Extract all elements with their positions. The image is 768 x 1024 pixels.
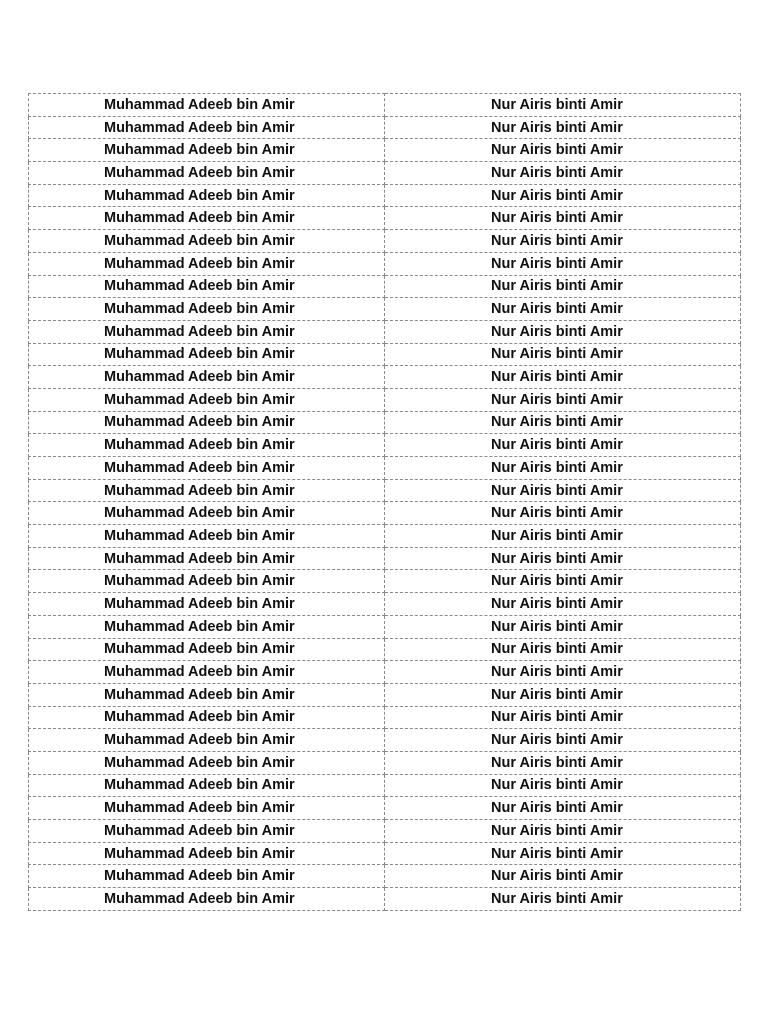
name-label-left: Muhammad Adeeb bin Amir	[29, 343, 385, 366]
name-label-right: Nur Airis binti Amir	[385, 230, 741, 253]
name-label-right: Nur Airis binti Amir	[385, 593, 741, 616]
name-label-right: Nur Airis binti Amir	[385, 751, 741, 774]
table-row	[29, 865, 741, 888]
name-label-left: Muhammad Adeeb bin Amir	[29, 366, 385, 389]
name-label-left: Muhammad Adeeb bin Amir	[29, 434, 385, 457]
table-row	[29, 411, 741, 434]
table-row	[29, 298, 741, 321]
table-row	[29, 252, 741, 275]
name-label-right: Nur Airis binti Amir	[385, 525, 741, 548]
name-label-left: Muhammad Adeeb bin Amir	[29, 774, 385, 797]
table-row	[29, 366, 741, 389]
table-row	[29, 162, 741, 185]
name-label-right: Nur Airis binti Amir	[385, 207, 741, 230]
table-row	[29, 547, 741, 570]
table-row	[29, 683, 741, 706]
name-label-left: Muhammad Adeeb bin Amir	[29, 252, 385, 275]
name-label-right: Nur Airis binti Amir	[385, 366, 741, 389]
table-row	[29, 820, 741, 843]
table-row	[29, 479, 741, 502]
table-row	[29, 729, 741, 752]
name-label-left: Muhammad Adeeb bin Amir	[29, 94, 385, 117]
name-label-left: Muhammad Adeeb bin Amir	[29, 638, 385, 661]
name-label-left: Muhammad Adeeb bin Amir	[29, 502, 385, 525]
name-label-right: Nur Airis binti Amir	[385, 184, 741, 207]
table-row	[29, 230, 741, 253]
name-label-left: Muhammad Adeeb bin Amir	[29, 479, 385, 502]
label-table-body	[29, 94, 741, 911]
name-label-right: Nur Airis binti Amir	[385, 252, 741, 275]
name-label-left: Muhammad Adeeb bin Amir	[29, 593, 385, 616]
name-label-right: Nur Airis binti Amir	[385, 343, 741, 366]
name-label-left: Muhammad Adeeb bin Amir	[29, 706, 385, 729]
name-label-right: Nur Airis binti Amir	[385, 865, 741, 888]
name-label-right: Nur Airis binti Amir	[385, 411, 741, 434]
name-label-left: Muhammad Adeeb bin Amir	[29, 842, 385, 865]
name-label-right: Nur Airis binti Amir	[385, 502, 741, 525]
name-label-right: Nur Airis binti Amir	[385, 888, 741, 911]
table-row	[29, 184, 741, 207]
table-row	[29, 502, 741, 525]
table-row	[29, 842, 741, 865]
name-label-right: Nur Airis binti Amir	[385, 388, 741, 411]
name-label-left: Muhammad Adeeb bin Amir	[29, 751, 385, 774]
name-label-right: Nur Airis binti Amir	[385, 729, 741, 752]
table-row	[29, 797, 741, 820]
name-label-left: Muhammad Adeeb bin Amir	[29, 411, 385, 434]
name-label-left: Muhammad Adeeb bin Amir	[29, 729, 385, 752]
name-label-left: Muhammad Adeeb bin Amir	[29, 207, 385, 230]
table-row	[29, 94, 741, 117]
name-label-left: Muhammad Adeeb bin Amir	[29, 888, 385, 911]
table-row	[29, 139, 741, 162]
table-row	[29, 388, 741, 411]
table-row	[29, 751, 741, 774]
name-label-right: Nur Airis binti Amir	[385, 457, 741, 480]
name-label-right: Nur Airis binti Amir	[385, 638, 741, 661]
name-label-right: Nur Airis binti Amir	[385, 797, 741, 820]
name-label-left: Muhammad Adeeb bin Amir	[29, 820, 385, 843]
name-label-right: Nur Airis binti Amir	[385, 683, 741, 706]
name-label-left: Muhammad Adeeb bin Amir	[29, 298, 385, 321]
name-label-right: Nur Airis binti Amir	[385, 661, 741, 684]
table-row	[29, 774, 741, 797]
name-label-right: Nur Airis binti Amir	[385, 479, 741, 502]
name-label-right: Nur Airis binti Amir	[385, 298, 741, 321]
name-label-left: Muhammad Adeeb bin Amir	[29, 116, 385, 139]
name-label-right: Nur Airis binti Amir	[385, 116, 741, 139]
name-label-left: Muhammad Adeeb bin Amir	[29, 457, 385, 480]
name-label-left: Muhammad Adeeb bin Amir	[29, 275, 385, 298]
name-label-right: Nur Airis binti Amir	[385, 615, 741, 638]
name-label-right: Nur Airis binti Amir	[385, 139, 741, 162]
name-label-left: Muhammad Adeeb bin Amir	[29, 797, 385, 820]
name-label-left: Muhammad Adeeb bin Amir	[29, 683, 385, 706]
table-row	[29, 207, 741, 230]
table-row	[29, 888, 741, 911]
table-row	[29, 434, 741, 457]
name-label-left: Muhammad Adeeb bin Amir	[29, 139, 385, 162]
name-label-left: Muhammad Adeeb bin Amir	[29, 388, 385, 411]
name-label-right: Nur Airis binti Amir	[385, 547, 741, 570]
table-row	[29, 638, 741, 661]
table-row	[29, 525, 741, 548]
name-label-right: Nur Airis binti Amir	[385, 94, 741, 117]
table-row	[29, 275, 741, 298]
name-label-right: Nur Airis binti Amir	[385, 774, 741, 797]
name-label-left: Muhammad Adeeb bin Amir	[29, 661, 385, 684]
table-row	[29, 116, 741, 139]
name-label-right: Nur Airis binti Amir	[385, 706, 741, 729]
table-row	[29, 570, 741, 593]
name-label-left: Muhammad Adeeb bin Amir	[29, 230, 385, 253]
name-label-left: Muhammad Adeeb bin Amir	[29, 162, 385, 185]
table-row	[29, 320, 741, 343]
name-label-left: Muhammad Adeeb bin Amir	[29, 615, 385, 638]
name-label-right: Nur Airis binti Amir	[385, 842, 741, 865]
name-label-right: Nur Airis binti Amir	[385, 570, 741, 593]
name-label-left: Muhammad Adeeb bin Amir	[29, 320, 385, 343]
name-label-right: Nur Airis binti Amir	[385, 320, 741, 343]
table-row	[29, 706, 741, 729]
table-row	[29, 457, 741, 480]
name-label-right: Nur Airis binti Amir	[385, 162, 741, 185]
table-row	[29, 615, 741, 638]
name-label-right: Nur Airis binti Amir	[385, 820, 741, 843]
name-label-table	[28, 93, 741, 911]
name-label-left: Muhammad Adeeb bin Amir	[29, 184, 385, 207]
table-row	[29, 593, 741, 616]
table-row	[29, 343, 741, 366]
name-label-left: Muhammad Adeeb bin Amir	[29, 570, 385, 593]
name-label-right: Nur Airis binti Amir	[385, 434, 741, 457]
name-label-left: Muhammad Adeeb bin Amir	[29, 865, 385, 888]
name-label-right: Nur Airis binti Amir	[385, 275, 741, 298]
name-label-left: Muhammad Adeeb bin Amir	[29, 525, 385, 548]
name-label-left: Muhammad Adeeb bin Amir	[29, 547, 385, 570]
table-row	[29, 661, 741, 684]
